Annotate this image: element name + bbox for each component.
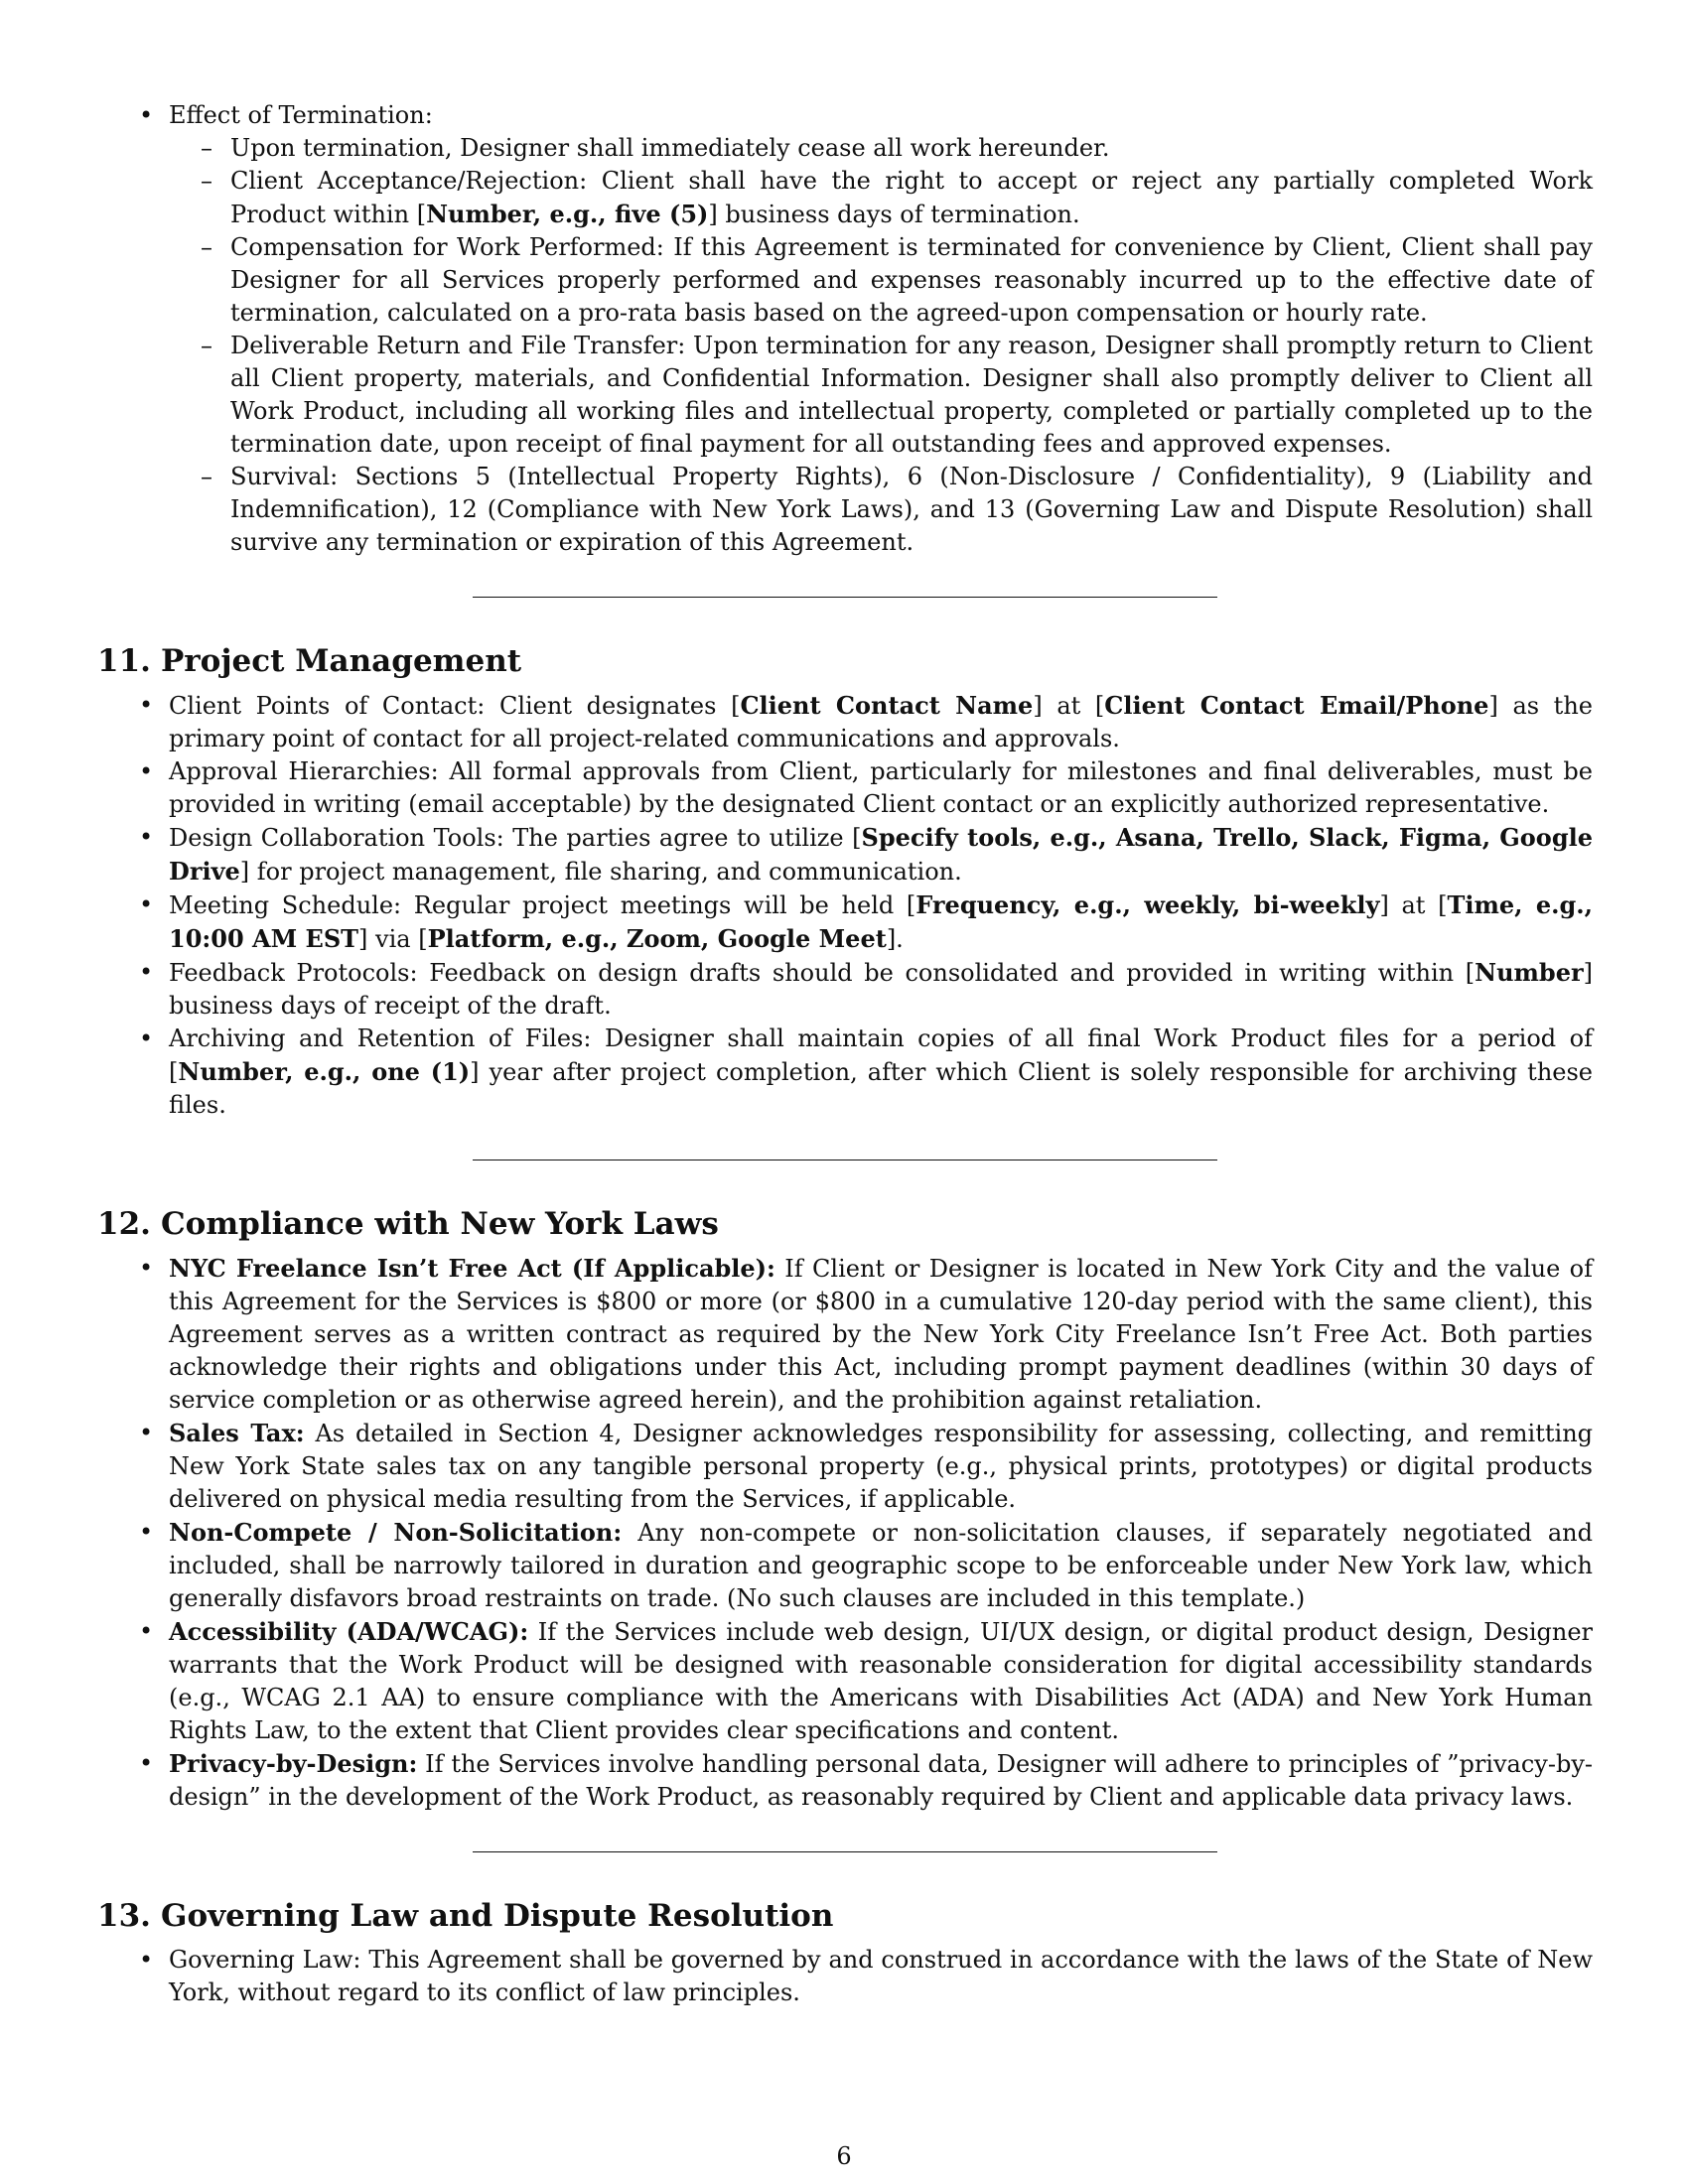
bold-text: Non-Compete / Non-Solicitation: bbox=[169, 1518, 623, 1547]
section-list bbox=[97, 689, 1593, 1122]
text-run: ] year after project completion, after which Client is solely responsible for archiving these files. bbox=[169, 1058, 1594, 1119]
list-item bbox=[97, 1747, 1593, 1814]
list-item bbox=[97, 821, 1593, 888]
bold-text: Number, e.g., one (1) bbox=[178, 1057, 471, 1086]
text-run: Compensation for Work Performed: If this Agreement is terminated for convenience by Client, Client shall pay Designer for all Services properly performed and expenses reasonably incurred up to the effective date of termination, calculated on a pro-rata basis based on the agreed-upon compensation or hourly rate. bbox=[230, 233, 1593, 327]
list-item bbox=[97, 1516, 1593, 1615]
section-number: 11. bbox=[97, 643, 151, 679]
page-number: 6 bbox=[836, 2142, 852, 2170]
text-run: ] business days of receipt of the draft. bbox=[169, 959, 1593, 1020]
bold-text: Time, e.g., 10:00 AM EST bbox=[169, 890, 1594, 953]
page-content bbox=[97, 99, 1593, 2009]
text-run: ]. bbox=[886, 925, 904, 953]
list-item bbox=[169, 231, 1593, 330]
text-run: Survival: Sections 5 (Intellectual Property Rights), 6 (Non-Disclosure / Confidentiality), 9 (Liability and Indemnification), 12 (Compliance with New York Laws), and 13 (Governing Law and Dispute Resolution) shall survive any termination or expiration of this Agreement. bbox=[230, 463, 1593, 556]
text-run: If Client or Designer is located in New York City and the value of this Agreement for the Services is $800 or more (or $800 in a cumulative 120-day period with the same client), this Agreement serves as a written contract as required by the New York City Freelance Isn’t Free Act. Both parties acknowledge their rights and obligations under this Act, including prompt payment deadlines (within 30 days of service completion or as otherwise agreed herein), and the prohibition against retaliation. bbox=[169, 1255, 1593, 1414]
bold-text: Privacy-by-Design: bbox=[169, 1749, 418, 1778]
section-list bbox=[97, 1944, 1593, 2009]
list-item bbox=[97, 1023, 1593, 1122]
bold-text: NYC Freelance Isn’t Free Act (If Applicable): bbox=[169, 1254, 775, 1283]
list-item bbox=[97, 1252, 1593, 1417]
text-run: Deliverable Return and File Transfer: Upon termination for any reason, Designer shall promptly return to Client all Client property, materials, and Confidential Information. Designer shall also promptly deliver to Client all Work Product, including all working files and intellectual property, completed or partially completed up to the termination date, upon receipt of final payment for all outstanding fees and approved expenses. bbox=[230, 332, 1593, 458]
text-run: If the Services involve handling personal data, Designer will adhere to principles of ”privacy-by-design” in the development of the Work Product, as reasonably required by Client and applicable data privacy laws. bbox=[169, 1750, 1593, 1811]
bold-text: Accessibility (ADA/WCAG): bbox=[169, 1617, 529, 1646]
bold-text: Platform, e.g., Zoom, Google Meet bbox=[427, 924, 887, 953]
list-item bbox=[97, 1417, 1593, 1516]
section-divider bbox=[473, 597, 1217, 598]
text-run: ] business days of termination. bbox=[708, 201, 1080, 228]
termination-list bbox=[97, 99, 1593, 559]
list-item bbox=[97, 888, 1593, 956]
text-run: Approval Hierarchies: All formal approvals from Client, particularly for milestones and final deliverables, must be provided in writing (email acceptable) by the designated Client contact or an explicitly authorized representative. bbox=[169, 757, 1593, 818]
text-run: Design Collaboration Tools: The parties agree to utilize [ bbox=[169, 824, 862, 852]
text-run: As detailed in Section 4, Designer acknowledges responsibility for assessing, collecting, and remitting New York State sales tax on any tangible personal property (e.g., physical prints, prototypes) or digital products delivered on physical media resulting from the Services, if applicable. bbox=[169, 1420, 1594, 1513]
text-run: Any non-compete or non-solicitation clauses, if separately negotiated and included, shall be narrowly tailored in duration and geographic scope to be enforceable under New York law, which generally disfavors broad restraints on trade. (No such clauses are included in this template.) bbox=[169, 1519, 1593, 1612]
section-heading bbox=[97, 1896, 1593, 1936]
termination-sublist bbox=[169, 132, 1593, 559]
section-divider bbox=[473, 1851, 1217, 1852]
section-project-management bbox=[97, 641, 1593, 1122]
text-run: ] at [ bbox=[1033, 692, 1105, 720]
text-run: Archiving and Retention of Files: Designer shall maintain copies of all final Work Product files for a period of [ bbox=[169, 1024, 1593, 1086]
text-run: Client Points of Contact: Client designates [ bbox=[169, 692, 741, 720]
list-item bbox=[97, 689, 1593, 755]
bold-text: Frequency, e.g., weekly, bi-weekly bbox=[915, 890, 1380, 919]
section-list bbox=[97, 1252, 1593, 1814]
section-heading bbox=[97, 641, 1593, 681]
section-number: 13. bbox=[97, 1898, 151, 1934]
list-item bbox=[97, 956, 1593, 1023]
section-title: Governing Law and Dispute Resolution bbox=[161, 1898, 834, 1934]
section-governing-law bbox=[97, 1896, 1593, 2009]
list-item bbox=[97, 1615, 1593, 1747]
bold-text: Client Contact Email/Phone bbox=[1104, 691, 1489, 720]
list-item bbox=[169, 165, 1593, 231]
bold-text: Specify tools, e.g., Asana, Trello, Slack, Figma, Google Drive bbox=[169, 823, 1593, 886]
list-item bbox=[169, 461, 1593, 559]
bold-text: Number, e.g., five (5) bbox=[426, 200, 709, 228]
section-heading bbox=[97, 1204, 1593, 1244]
text-run: Meeting Schedule: Regular project meetings will be held [ bbox=[169, 891, 916, 919]
effect-of-termination-item bbox=[97, 99, 1593, 559]
effect-of-termination-label: Effect of Termination: bbox=[169, 101, 433, 129]
section-number: 12. bbox=[97, 1206, 151, 1242]
bold-text: Client Contact Name bbox=[740, 691, 1034, 720]
bold-text: Number bbox=[1475, 958, 1584, 987]
list-item bbox=[97, 755, 1593, 821]
text-run: If the Services include web design, UI/UX design, or digital product design, Designer warrants that the Work Product will be designed with reasonable consideration for digital accessibility standards (e.g., WCAG 2.1 AA) to ensure compliance with the Americans with Disabilities Act (ADA) and New York Human Rights Law, to the extent that Client provides clear specifications and content. bbox=[169, 1618, 1594, 1744]
section-title: Compliance with New York Laws bbox=[161, 1206, 719, 1242]
text-run: ] via [ bbox=[358, 925, 428, 953]
list-item bbox=[169, 330, 1593, 461]
text-run: Client Acceptance/Rejection: Client shall have the right to accept or reject any partially completed Work Product within [ bbox=[230, 167, 1593, 228]
text-run: Feedback Protocols: Feedback on design drafts should be consolidated and provided in writing within [ bbox=[169, 959, 1476, 987]
text-run: Upon termination, Designer shall immediately cease all work hereunder. bbox=[230, 134, 1110, 162]
section-title: Project Management bbox=[161, 643, 522, 679]
text-run: ] at [ bbox=[1379, 891, 1448, 919]
text-run: Governing Law: This Agreement shall be governed by and construed in accordance with the laws of the State of New York, without regard to its conflict of law principles. bbox=[169, 1946, 1593, 2006]
text-run: ] for project management, file sharing, and communication. bbox=[239, 858, 962, 886]
list-item bbox=[97, 1944, 1593, 2009]
section-compliance-ny-laws bbox=[97, 1204, 1593, 1814]
bold-text: Sales Tax: bbox=[169, 1419, 305, 1447]
text-run: ] as the primary point of contact for all project-related communications and approvals. bbox=[169, 692, 1593, 752]
list-item bbox=[169, 132, 1593, 165]
